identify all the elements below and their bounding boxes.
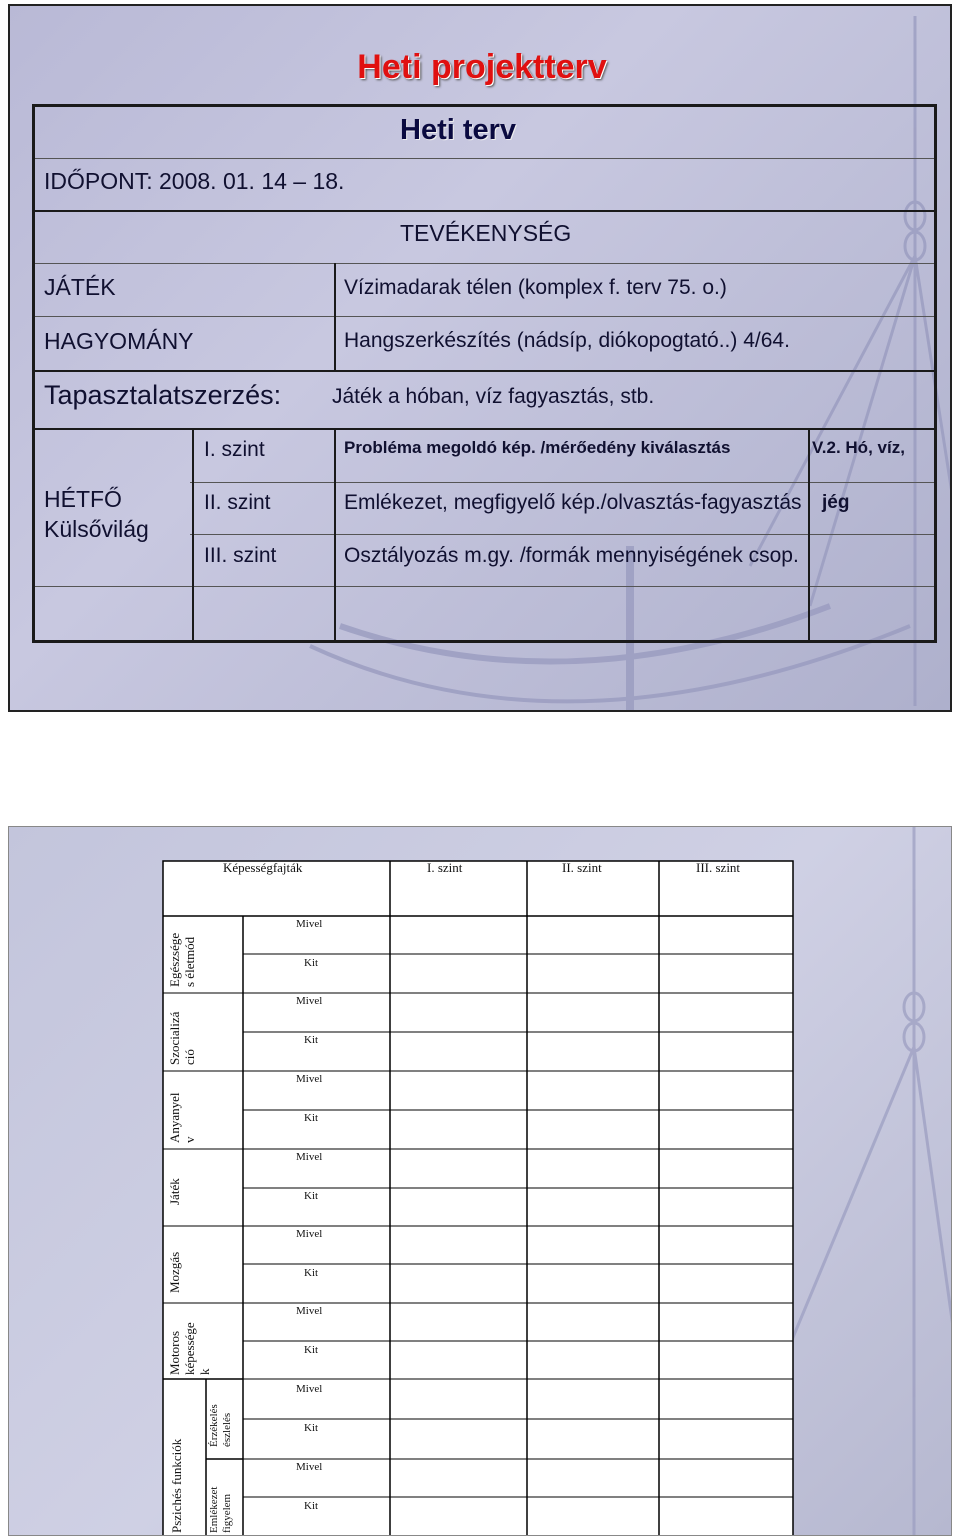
row-label-kit: Kit	[304, 1190, 319, 1202]
row-label-game: JÁTÉK	[44, 274, 116, 300]
level-2-label: II. szint	[204, 491, 271, 514]
header-skill-types: Képességfajták	[223, 860, 303, 875]
level-3-text: Osztályozás m.gy. /formák mennyiségének csop.	[344, 544, 799, 567]
category-language: Anyanyel v	[167, 1092, 197, 1143]
header-level-3: III. szint	[696, 860, 741, 875]
day-label: HÉTFŐ	[44, 486, 122, 512]
experience-value: Játék a hóban, víz fagyasztás, stb.	[332, 385, 655, 408]
category-movement: Mozgás	[167, 1251, 182, 1293]
level-3-label: III. szint	[204, 544, 277, 567]
category-socialization: Szocializá ció	[167, 1011, 197, 1065]
row-label-kit: Kit	[304, 957, 319, 969]
category-motor-skills: Motoros képessége k	[167, 1322, 212, 1375]
category-psychic-functions: Pszichés funkciók	[169, 1438, 184, 1533]
skills-form-slide	[8, 826, 952, 1536]
row-value-game: Vízimadarak télen (komplex f. terv 75. o.)	[344, 276, 727, 299]
header-level-1: I. szint	[427, 860, 463, 875]
page-title: Heti projektterv	[357, 48, 607, 86]
level-2-text: Emlékezet, megfigyelő kép./olvasztás-fagyasztás	[344, 491, 802, 514]
side-note-line2: jég	[822, 492, 850, 513]
category-play: Játék	[167, 1178, 182, 1205]
row-label-mivel: Mivel	[296, 1151, 323, 1163]
plan-subtitle: Heti terv	[400, 114, 517, 146]
experience-label: Tapasztalatszerzés:	[44, 380, 282, 410]
row-label-kit: Kit	[304, 1344, 319, 1356]
level-1-text: Probléma megoldó kép. /mérőedény kiválasztás	[344, 438, 731, 457]
level-1-label: I. szint	[204, 438, 265, 461]
row-label-kit: Kit	[304, 1034, 319, 1046]
category-health: Egészsége s életmód	[167, 932, 197, 987]
subcategory-perception: Érzékelés észlelés	[208, 1404, 233, 1447]
row-label-tradition: HAGYOMÁNY	[44, 328, 194, 354]
row-value-tradition: Hangszerkészítés (nádsíp, diókopogtató..) 4/64.	[344, 329, 790, 352]
side-note-line1: V.2. Hó, víz,	[812, 438, 905, 457]
row-label-mivel: Mivel	[296, 1228, 323, 1240]
header-level-2: II. szint	[562, 860, 602, 875]
subcategory-memory: Emlékezet figyelem	[208, 1486, 233, 1533]
row-label-mivel: Mivel	[296, 1073, 323, 1085]
day-sublabel: Külsővilág	[44, 516, 149, 542]
row-label-mivel: Mivel	[296, 918, 323, 930]
row-label-mivel: Mivel	[296, 995, 323, 1007]
row-label-mivel: Mivel	[296, 1383, 323, 1395]
project-plan-slide	[8, 4, 952, 712]
row-label-mivel: Mivel	[296, 1305, 323, 1317]
row-label-mivel: Mivel	[296, 1461, 323, 1473]
row-label-kit: Kit	[304, 1112, 319, 1124]
date-label: IDŐPONT: 2008. 01. 14 – 18.	[44, 168, 345, 194]
balance-scale-watermark	[10, 6, 952, 712]
activity-header: TEVÉKENYSÉG	[400, 220, 572, 246]
form-grid	[9, 827, 952, 1536]
row-label-kit: Kit	[304, 1500, 319, 1512]
row-label-kit: Kit	[304, 1422, 319, 1434]
row-label-kit: Kit	[304, 1267, 319, 1279]
